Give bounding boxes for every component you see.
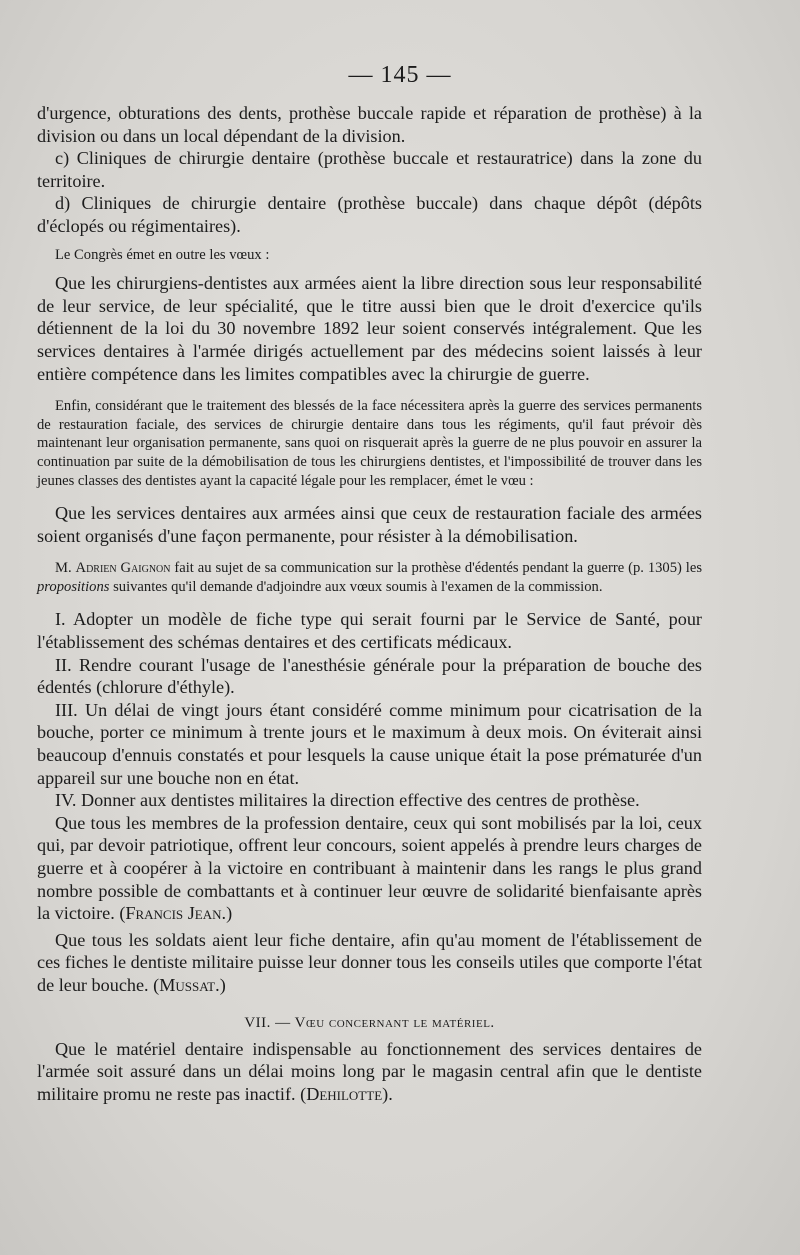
paragraph-voeu-membres [37, 812, 702, 925]
gaignon-name: Adrien Gaignon [75, 560, 171, 577]
paragraph-item-c: c) Cliniques de chirurgie dentaire (prothèse buccale et restauratrice) dans la zone du territoire. [37, 148, 702, 191]
proposition-1: I. Adopter un modèle de fiche type qui serait fourni par le Service de Santé, pour l'établissement des schémas dentaires et des certificats médicaux. [37, 609, 702, 653]
paragraph-gaignon [37, 559, 702, 596]
gaignon-prefix: M. [55, 560, 76, 577]
voeu-soldats-text: Que tous les soldats aient leur fiche dentaire, afin qu'au moment de l'établissement de ces fiches le dentiste militaire puisse leur donner tous les conseils utiles que comporte l'état de leur bouche. ( [37, 929, 702, 995]
page-number: — 145 — [348, 62, 452, 88]
page-body [37, 102, 702, 1105]
section-heading: VII. — Vœu concernant le matériel. [244, 1014, 495, 1031]
paragraph-congres-voeux: Le Congrès émet en outre les vœux : [55, 246, 270, 263]
voeu-materiel-end: ). [382, 1083, 393, 1104]
voeu-soldats-author: Mussat [159, 974, 216, 995]
paragraph-voeu-services: Que les services dentaires aux armées ainsi que ceux de restauration faciale des armées soient organisés d'une façon permanente, pour résister à la démobilisation. [37, 503, 702, 546]
gaignon-mid: fait au sujet de sa communication sur la prothèse d'édentés pendant la guerre (p. 1305) les [170, 560, 702, 577]
paragraph-continuation: d'urgence, obturations des dents, prothèse buccale rapide et réparation de prothèse) à la division ou dans un local dépendant de la division. [37, 103, 702, 146]
paragraph-item-d: d) Cliniques de chirurgie dentaire (prothèse buccale) dans chaque dépôt (dépôts d'éclopés ou régimentaires). [37, 193, 702, 236]
voeu-membres-text: Que tous les membres de la profession dentaire, ceux qui sont mobilisés par la loi, ceux qui, par devoir patriotique, offrent leur concours, soient appelés à prendre leurs charges de guerre et à coopérer à la victoire en contribuant à maintenir dans les rangs le plus grand nombre possible de combattants et à continuer leur œuvre de solidarité bienfaisante après la victoire. ( [37, 812, 702, 924]
paragraph-voeu-soldats [37, 929, 702, 997]
paragraph-voeu-materiel [37, 1038, 702, 1106]
paragraph-enfin-considerant: Enfin, considérant que le traitement des blessés de la face nécessitera après la guerre des services permanents de restauration faciale, des services de chirurgie dentaire dans tous les régiments, qu'il faut prévoir dès maintenant leur organisation permanente, sans quoi on risquerait après la guerre de ne plus pouvoir en assurer la continuation par suite de la démobilisation de tous les chirurgiens dentistes, et l'impossibilité de trouver dans les jeunes classes des dentistes ayant la capacité légale pour les remplacer, émet le vœu : [37, 398, 702, 489]
voeu-membres-end: .) [221, 903, 233, 924]
gaignon-propositions: propositions [37, 578, 110, 595]
voeu-membres-author: Francis Jean [125, 903, 222, 924]
voeu-materiel-author: Dehilotte [306, 1083, 383, 1104]
proposition-2: II. Rendre courant l'usage de l'anesthésie générale pour la préparation de bouche des édentés (chlorure d'éthyle). [37, 654, 702, 698]
proposition-3: III. Un délai de vingt jours étant considéré comme minimum pour cicatrisation de la bouche, porter ce minimum à trente jours et le maximum à deux mois. On éviterait ainsi beaucoup d'ennuis constatés et pour lesquels la cause unique était la pose prématurée d'un appareil sur une bouche non en état. [37, 699, 702, 788]
paragraph-voeu-chirurgiens: Que les chirurgiens-dentistes aux armées aient la libre direction sous leur responsabilité de leur service, de leur spécialité, que le titre aussi bien que le droit d'exercice qu'ils détiennent de la loi du 30 novembre 1892 leur soient conservés intégralement. Que les services dentaires à l'armée dirigés actuellement par des médecins soient laissés à leur entière compétence dans les limites compatibles avec la chirurgie de guerre. [37, 273, 702, 384]
gaignon-suffix: suivantes qu'il demande d'adjoindre aux vœux soumis à l'examen de la commission. [109, 578, 603, 595]
voeu-materiel-text: Que le matériel dentaire indispensable au fonctionnement des services dentaires de l'armée soit assuré dans un délai moins long par le magasin central afin que le dentiste militaire promu ne reste pas inactif. ( [37, 1038, 702, 1104]
proposition-4: IV. Donner aux dentistes militaires la direction effective des centres de prothèse. [55, 790, 640, 811]
voeu-soldats-end: .) [215, 974, 226, 995]
